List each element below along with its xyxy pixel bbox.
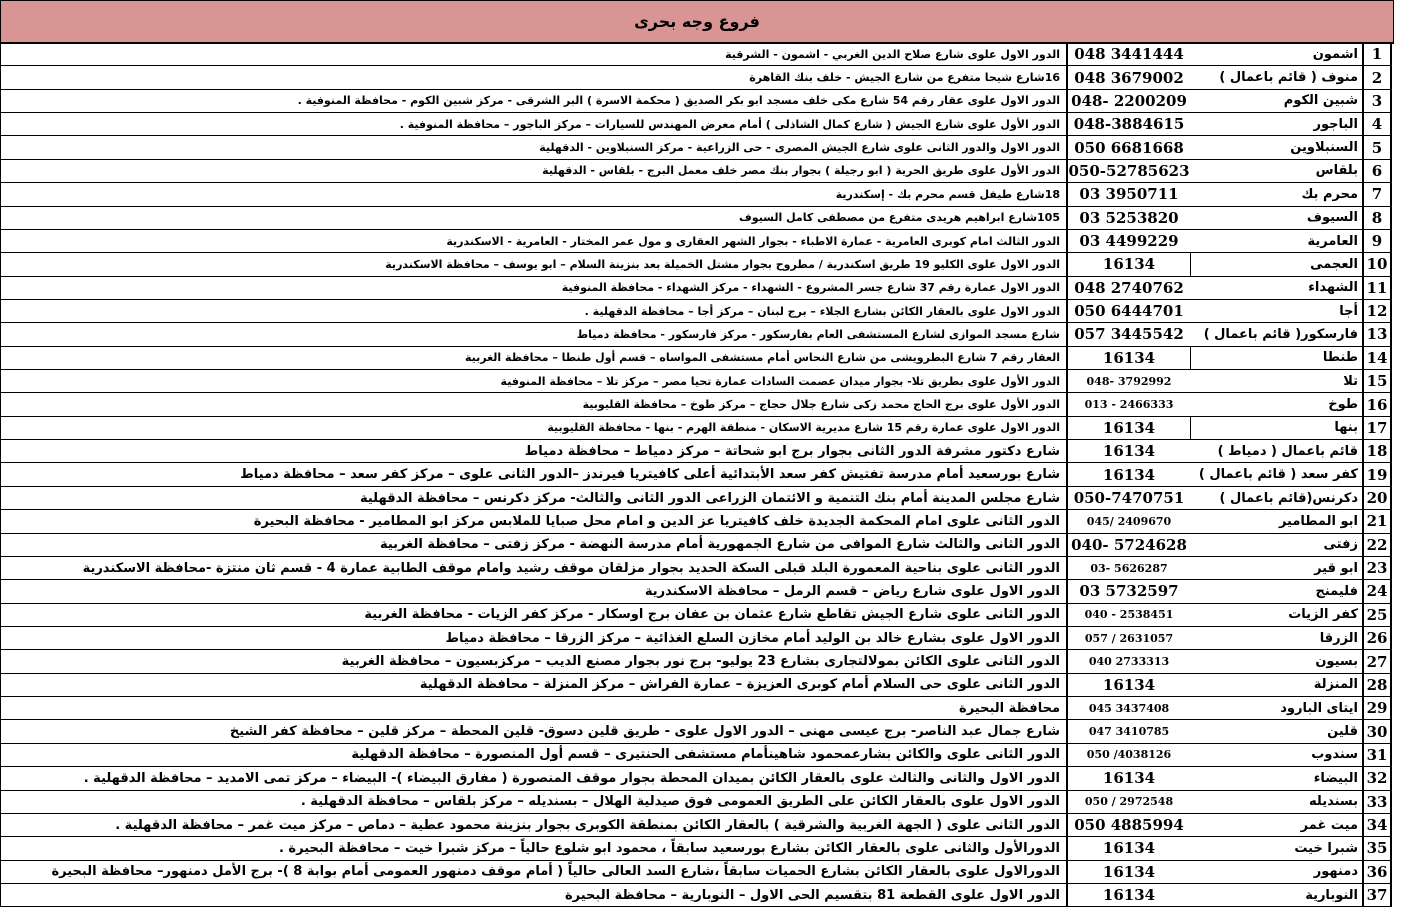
branch-name: طنطا bbox=[1190, 347, 1362, 369]
branch-name: بسيون bbox=[1315, 654, 1358, 670]
branch-name: شبين الكوم bbox=[1283, 93, 1358, 109]
branch-number: 25 bbox=[1362, 604, 1392, 626]
branch-address: الدور الأول علوى برج الحاج محمد زكى شارع جلال حجاج – مركز طوخ – محافظة القليوبية bbox=[0, 393, 1066, 415]
branch-name: المنزلة bbox=[1313, 677, 1358, 693]
branch-phone: 03 4499229 bbox=[1066, 230, 1190, 252]
branch-address: الدور الأول علوى بطريق تلا- بجوار ميدان عصمت السادات عمارة تحيا مصر – مركز تلا – محافظة المنوفية bbox=[0, 370, 1066, 392]
table-row bbox=[0, 463, 1392, 486]
branch-number: 7 bbox=[1362, 183, 1392, 205]
branch-name: فليمنج bbox=[1315, 583, 1358, 599]
table-title: فروع وجه بحرى bbox=[634, 12, 760, 31]
branch-number: 20 bbox=[1362, 487, 1392, 509]
branch-address: شارع دكتور مشرفة الدور الثانى بجوار برج ابو شحاتة – مركز دمياط – محافظة دمياط bbox=[0, 440, 1066, 462]
table-row bbox=[0, 417, 1392, 440]
branch-phone: 050 / 2972548 bbox=[1066, 791, 1190, 813]
branch-phone: 16134 bbox=[1066, 884, 1190, 906]
branch-address: الدور الثانى علوى ( الجهة الغربية والشرقية ) بالعقار الكائن بمنطقة الكوبرى بجوار بنزينة محمود عطية – دماص – مركز ميت غمر – محافظة الدقهلية . bbox=[0, 814, 1066, 836]
branch-address: الدور الاول علوى بالعقار الكائن على الطريق العمومى فوق صيدلية الهلال – بسنديله – مركز بلقاس – محافظة الدقهلية . bbox=[0, 791, 1066, 813]
branch-phone: 048 3679002 bbox=[1066, 66, 1190, 88]
branch-name: أجا bbox=[1339, 303, 1358, 319]
branch-number: 5 bbox=[1362, 136, 1392, 158]
branch-address: الدور الاول علوى عمارة رقم 15 شارع مديرية الاسكان - منطقة الهرم - بنها - محافظة القليوبية bbox=[0, 417, 1066, 439]
branch-name: السنبلاوين bbox=[1290, 140, 1358, 156]
branch-number: 31 bbox=[1362, 744, 1392, 766]
table-row bbox=[0, 136, 1392, 159]
table-row bbox=[0, 230, 1392, 253]
branch-number: 22 bbox=[1362, 534, 1392, 556]
branch-phone: 16134 bbox=[1066, 440, 1190, 462]
branch-address: الدور الثانى علوى حى السلام أمام كوبرى العزيزة – عمارة الفراش – مركز المنزلة – محافظة الدقهلية bbox=[0, 674, 1066, 696]
branch-phone: 050 6681668 bbox=[1066, 136, 1190, 158]
branch-name: النوبارية bbox=[1305, 887, 1358, 903]
branch-name: السيوف bbox=[1306, 210, 1358, 226]
branch-address: العقار رقم 7 شارع البطرويشى من شارع النحاس أمام مستشفى المواساه – قسم أول طنطا – محافظة الغربية bbox=[0, 347, 1066, 369]
branch-name: منوف ( قائم باعمال ) bbox=[1219, 70, 1358, 86]
branch-number: 19 bbox=[1362, 463, 1392, 485]
table-row bbox=[0, 814, 1392, 837]
branch-address: الدورالأول والثانى علوى بالعقار الكائن بشارع بورسعيد سابقاً ، محمود ابو شلوع حالياً – مركز شبرا خيت – محافظة البحيرة . bbox=[0, 837, 1066, 859]
table-row bbox=[0, 650, 1392, 673]
branch-address: الدور الثانى علوى شارع الجيش تقاطع شارع عثمان بن عفان برج اوسكار - مركز كفر الزيات - محافظة الغربية bbox=[0, 604, 1066, 626]
branch-number: 35 bbox=[1362, 837, 1392, 859]
branch-address: الدور الأول علوى طريق الحرية ( ابو رجيلة ) بجوار بنك مصر خلف معمل البرج - بلقاس - الدقهلية bbox=[0, 160, 1066, 182]
branch-number: 9 bbox=[1362, 230, 1392, 252]
branch-name: تلا bbox=[1343, 373, 1358, 389]
branch-phone: 16134 bbox=[1066, 347, 1190, 369]
branch-phone: 048- 2200209 bbox=[1066, 90, 1190, 112]
branches-table bbox=[0, 43, 1392, 907]
branch-phone: 16134 bbox=[1066, 767, 1190, 789]
branch-number: 28 bbox=[1362, 674, 1392, 696]
branch-name: سندوب bbox=[1311, 747, 1358, 763]
table-row bbox=[0, 580, 1392, 603]
table-row bbox=[0, 43, 1392, 66]
branch-phone: 050 6444701 bbox=[1066, 300, 1190, 322]
branch-name: قلين bbox=[1327, 724, 1358, 740]
branch-address: الدور الثانى علوى بناحية المعمورة البلد قبلى السكة الحديد بجوار مزلقان موقف رشيد وامام موقف الطابية عمارة 4 - قسم ثان منتزة -محافظة الاسكندرية bbox=[0, 557, 1066, 579]
branch-phone: 050-7470751 bbox=[1066, 487, 1190, 509]
branch-number: 11 bbox=[1362, 277, 1392, 299]
branch-phone: 03 3950711 bbox=[1066, 183, 1190, 205]
branch-phone: 16134 bbox=[1066, 417, 1190, 439]
branch-address: 16شارع شيحا متفرع من شارع الجيش - خلف بنك القاهرة bbox=[0, 66, 1066, 88]
branch-phone: 03 5253820 bbox=[1066, 207, 1190, 229]
branch-phone: 16134 bbox=[1066, 837, 1190, 859]
branch-number: 14 bbox=[1362, 347, 1392, 369]
branch-number: 32 bbox=[1362, 767, 1392, 789]
table-row bbox=[0, 90, 1392, 113]
branch-number: 3 bbox=[1362, 90, 1392, 112]
table-title-bar bbox=[0, 0, 1394, 44]
table-row bbox=[0, 557, 1392, 580]
branch-phone: 048 3441444 bbox=[1066, 43, 1190, 65]
branch-phone: 057 3445542 bbox=[1066, 323, 1190, 345]
branch-name: دكرنس(قائم باعمال ) bbox=[1219, 490, 1358, 506]
branch-phone: 048 2740762 bbox=[1066, 277, 1190, 299]
branch-number: 37 bbox=[1362, 884, 1392, 906]
branch-phone: 050 /4038126 bbox=[1066, 744, 1190, 766]
branch-name: بلقاس bbox=[1315, 163, 1358, 179]
table-row bbox=[0, 160, 1392, 183]
branch-name: العامرية bbox=[1307, 233, 1358, 249]
table-row bbox=[0, 487, 1392, 510]
branch-name: ايتاى البارود bbox=[1280, 700, 1358, 716]
branch-phone: 045/ 2409670 bbox=[1066, 510, 1190, 532]
branch-name: بسنديله bbox=[1309, 794, 1358, 810]
branch-number: 15 bbox=[1362, 370, 1392, 392]
branch-number: 30 bbox=[1362, 720, 1392, 742]
table-row bbox=[0, 393, 1392, 416]
branch-number: 12 bbox=[1362, 300, 1392, 322]
branch-address: شارع بورسعيد أمام مدرسة تفتيش كفر سعد الأبتدائية أعلى كافيتريا فيرندز –الدور الثانى علوى – مركز كفر سعد – محافظة دمياط bbox=[0, 463, 1066, 485]
branch-number: 24 bbox=[1362, 580, 1392, 602]
table-row bbox=[0, 744, 1392, 767]
table-row bbox=[0, 791, 1392, 814]
table-row bbox=[0, 861, 1392, 884]
branch-number: 33 bbox=[1362, 791, 1392, 813]
table-row bbox=[0, 604, 1392, 627]
branch-number: 36 bbox=[1362, 861, 1392, 883]
branch-phone: 040 - 2538451 bbox=[1066, 604, 1190, 626]
branch-phone: 050-52785623 bbox=[1066, 160, 1190, 182]
branch-number: 29 bbox=[1362, 697, 1392, 719]
table-row bbox=[0, 534, 1392, 557]
branch-number: 18 bbox=[1362, 440, 1392, 462]
branch-phone: 057 / 2631057 bbox=[1066, 627, 1190, 649]
table-row bbox=[0, 347, 1392, 370]
branch-address: الدور الاول عمارة رقم 37 شارع جسر المشروع - الشهداء - مركز الشهداء - محافظة المنوفية bbox=[0, 277, 1066, 299]
branch-phone: 047 3410785 bbox=[1066, 720, 1190, 742]
branch-name: كفر سعد ( قائم باعمال ) bbox=[1198, 467, 1358, 483]
branch-address: الدور الاول علوى عقار رقم 54 شارع مكى خلف مسجد ابو بكر الصديق ( محكمة الاسرة ) البر الشرقى - مركز شبين الكوم - محافظة المنوفية . bbox=[0, 90, 1066, 112]
table-row bbox=[0, 627, 1392, 650]
table-row bbox=[0, 720, 1392, 743]
branch-phone: 16134 bbox=[1066, 861, 1190, 883]
branch-phone: 048- 3792992 bbox=[1066, 370, 1190, 392]
branch-address: الدور الاول علوى القطعة 81 بتقسيم الحى الاول – النوبارية – محافظة البحيرة bbox=[0, 884, 1066, 906]
branch-name: قائم باعمال ( دمياط ) bbox=[1217, 443, 1358, 459]
branch-number: 13 bbox=[1362, 323, 1392, 345]
branch-address: محافظة البحيرة bbox=[0, 697, 1066, 719]
branch-name: الزرقا bbox=[1319, 630, 1358, 646]
branch-address: 105شارع ابراهيم هريدى متفرع من مصطفى كامل السيوف bbox=[0, 207, 1066, 229]
branch-phone: 048-3884615 bbox=[1066, 113, 1190, 135]
branch-address: الدور الاول والثانى والثالث علوى بالعقار الكائن بميدان المحطة بجوار موقف المنصورة ( مفارق البيضاء )- البيضاء – مركز تمى الامديد – محافظة الدقهلية . bbox=[0, 767, 1066, 789]
branch-phone: 040- 5724628 bbox=[1066, 534, 1190, 556]
branch-number: 10 bbox=[1362, 253, 1392, 275]
branch-address: شارع مجلس المدينة أمام بنك التنمية و الائتمان الزراعى الدور الثانى والثالث- مركز دكرنس – محافظة الدقهلية bbox=[0, 487, 1066, 509]
branch-name: بنها bbox=[1190, 417, 1362, 439]
branch-address: الدور الاول علوى شارع رياض – قسم الرمل – محافظة الاسكندرية bbox=[0, 580, 1066, 602]
branch-name: شبرا خيت bbox=[1294, 840, 1358, 856]
branch-name: طوخ bbox=[1328, 397, 1358, 413]
table-row bbox=[0, 253, 1392, 276]
table-row bbox=[0, 300, 1392, 323]
branch-number: 27 bbox=[1362, 650, 1392, 672]
table-row bbox=[0, 370, 1392, 393]
table-row bbox=[0, 277, 1392, 300]
branch-number: 6 bbox=[1362, 160, 1392, 182]
branch-address: الدور الاول علوى بالعقار الكائن بشارع الجلاء – برج لبنان – مركز أجا – محافظة الدقهلية . bbox=[0, 300, 1066, 322]
branch-name: الشهداء bbox=[1308, 280, 1358, 296]
table-row bbox=[0, 767, 1392, 790]
branch-address: الدور الثالث امام كوبرى العامرية - عمارة الاطباء - بجوار الشهر العقارى و مول عمر المختار - العامرية - الاسكندرية bbox=[0, 230, 1066, 252]
branch-address: الدور الاول علوى بشارع خالد بن الوليد أمام مخازن السلع الغذائية – مركز الزرقا – محافظة دمياط bbox=[0, 627, 1066, 649]
branch-phone: 050 4885994 bbox=[1066, 814, 1190, 836]
branch-name: ابو قير bbox=[1314, 560, 1358, 576]
table-row bbox=[0, 440, 1392, 463]
branch-phone: 03 5732597 bbox=[1066, 580, 1190, 602]
branch-name: دمنهور bbox=[1313, 864, 1358, 880]
branch-name: زفتى bbox=[1323, 537, 1358, 553]
table-row bbox=[0, 884, 1392, 907]
branch-number: 4 bbox=[1362, 113, 1392, 135]
table-row bbox=[0, 697, 1392, 720]
branch-address: الدور الأول علوى شارع الجيش ( شارع كمال الشاذلى ) أمام معرض المهندس للسيارات – مركز الباجور – محافظة المنوفية . bbox=[0, 113, 1066, 135]
table-row bbox=[0, 183, 1392, 206]
branch-phone: 16134 bbox=[1066, 463, 1190, 485]
table-row bbox=[0, 510, 1392, 533]
branch-address: الدور الاول والدور الثانى علوى شارع الجيش المصرى - حى الزراعية - مركز السنبلاوين - الدقهلية bbox=[0, 136, 1066, 158]
branch-phone: 16134 bbox=[1066, 674, 1190, 696]
table-row bbox=[0, 113, 1392, 136]
branch-phone: 16134 bbox=[1066, 253, 1190, 275]
branch-name: البيضاء bbox=[1313, 770, 1358, 786]
branch-phone: 045 3437408 bbox=[1066, 697, 1190, 719]
branch-name: كفر الزيات bbox=[1288, 607, 1358, 623]
branch-name: العجمى bbox=[1190, 253, 1362, 275]
branch-number: 1 bbox=[1362, 43, 1392, 65]
branch-name: ابو المطامير bbox=[1278, 513, 1358, 529]
branch-address: الدور الاول علوى شارع صلاح الدين الغربي - اشمون - الشرقية bbox=[0, 43, 1066, 65]
branch-address: الدور الثانى علوى والكائن بشارعمحمود شاهينأمام مستشفى الحنتيرى – قسم أول المنصورة – محافظة الدقهلية bbox=[0, 744, 1066, 766]
branch-phone: 040 2733313 bbox=[1066, 650, 1190, 672]
branch-number: 16 bbox=[1362, 393, 1392, 415]
branch-number: 21 bbox=[1362, 510, 1392, 532]
branch-address: الدور الثانى علوى الكائن بمولالتجارى بشارع 23 يوليو- برج نور بجوار مصنع الديب – مركزبسيون – محافظة الغربية bbox=[0, 650, 1066, 672]
branch-number: 34 bbox=[1362, 814, 1392, 836]
branch-name: اشمون bbox=[1312, 46, 1358, 62]
branch-address: شارع مسجد الموازى لشارع المستشفى العام بفارسكور - مركز فارسكور - محافظة دمياط bbox=[0, 323, 1066, 345]
branch-address: شارع جمال عبد الناصر- برج عيسى مهنى – الدور الاول علوى - طريق قلين دسوق- قلين المحطة – مركز قلين – محافظة كفر الشيخ bbox=[0, 720, 1066, 742]
branch-address: الدورالاول علوى بالعقار الكائن بشارع الحميات سابقاً ،شارع السد العالى حالياً ( أمام موقف دمنهور العمومى أمام بوابة 8 )- برج الأمل دمنهور– محافظة البحيرة bbox=[0, 861, 1066, 883]
branch-number: 23 bbox=[1362, 557, 1392, 579]
branch-number: 17 bbox=[1362, 417, 1392, 439]
branch-address: 18شارع طيفل قسم محرم بك - إسكندرية bbox=[0, 183, 1066, 205]
branch-name: الباجور bbox=[1313, 116, 1358, 132]
branch-name: فارسكور( قائم باعمال ) bbox=[1203, 326, 1358, 342]
branch-phone: 03- 5626287 bbox=[1066, 557, 1190, 579]
table-row bbox=[0, 323, 1392, 346]
branch-name: ميت غمر bbox=[1300, 817, 1358, 833]
branch-address: الدور الثانى والثالث شارع الموافى من شارع الجمهورية أمام مدرسة النهضة - مركز زفتى – محافظة الغربية bbox=[0, 534, 1066, 556]
branch-address: الدور الثانى علوى امام المحكمة الجديدة خلف كافيتريا عز الدين و امام محل صبايا للملابس مركز ابو المطامير - محافظة البحيرة bbox=[0, 510, 1066, 532]
branch-number: 8 bbox=[1362, 207, 1392, 229]
branch-address: الدور الاول علوى الكليو 19 طريق اسكندرية / مطروح بجوار مشتل الخميلة بعد بنزينة السلام – ابو يوسف – محافظة الاسكندرية bbox=[0, 253, 1066, 275]
table-row bbox=[0, 837, 1392, 860]
branch-phone: 013 - 2466333 bbox=[1066, 393, 1190, 415]
table-row bbox=[0, 66, 1392, 89]
table-row bbox=[0, 207, 1392, 230]
table-row bbox=[0, 674, 1392, 697]
branch-number: 2 bbox=[1362, 66, 1392, 88]
branch-name: محرم بك bbox=[1301, 186, 1358, 202]
branch-number: 26 bbox=[1362, 627, 1392, 649]
